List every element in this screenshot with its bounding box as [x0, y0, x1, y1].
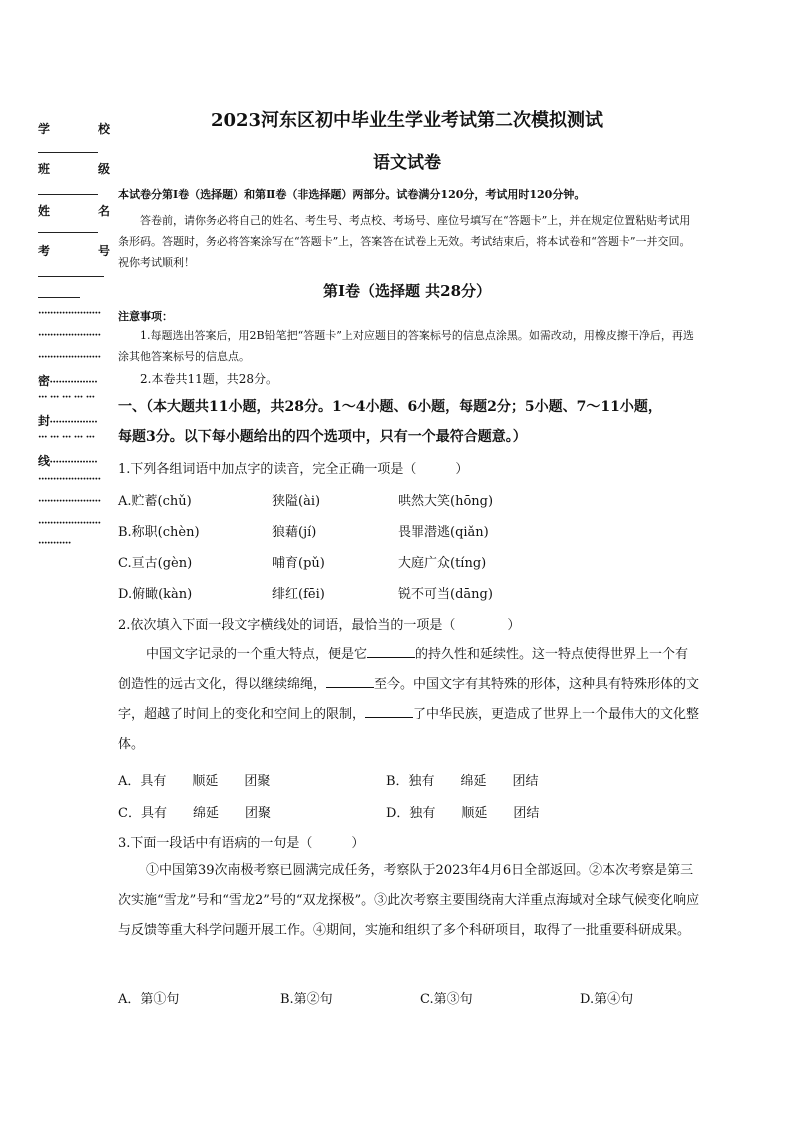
q1-option-a-word2: 狭隘(ài) — [272, 494, 321, 509]
intro-paragraph: 答卷前，请你务必将自己的姓名、考生号、考点校、考场号、座位号填写在“答题卡”上，并在规定位置粘贴考试用条形码。答题时，务必将答案涂写在“答题卡”上，答案答在试卷上无效。考试结束后，将本试卷和“答题卡”一并交回。祝你考试顺利！ — [118, 214, 691, 269]
q1-option-c[interactable]: C.亘古(gèn) — [118, 556, 193, 571]
section-title: 第Ⅰ卷（选择题 共28分） — [322, 282, 492, 300]
q1-option-b-word3: 畏罪潜逃(qiǎn) — [398, 525, 489, 540]
seal-char-mi-row: 密················ — [38, 374, 98, 388]
q3-option-d[interactable]: D.第④句 — [580, 992, 634, 1007]
q2-option-d[interactable]: D．独有 顺延 团结 — [386, 806, 540, 821]
seal-dots: ··· ··· ··· ··· ··· — [38, 432, 95, 443]
q1-option-a[interactable]: A.贮蓄(chǔ) — [118, 494, 192, 509]
q3-option-a[interactable]: A．第①句 — [118, 992, 180, 1007]
notes-label: 注意事项： — [118, 310, 173, 323]
q2-option-a[interactable]: A．具有 顺延 团聚 — [118, 774, 271, 789]
seal-dots: ····················· — [38, 308, 101, 319]
blank-3 — [365, 705, 413, 718]
note-1: 1.每题选出答案后，用2B铅笔把“答题卡”上对应题目的答案标号的信息点涂黑。如需改动，用橡皮擦干净后，再选涂其他答案标号的信息点。 — [118, 329, 694, 363]
q1-option-d-word3: 锐不可当(dāng) — [398, 587, 493, 602]
seal-dots: ····················· — [38, 518, 101, 529]
q1-option-b[interactable]: B.称职(chèn) — [118, 525, 200, 540]
seal-char-xian-row: 线················ — [38, 454, 98, 468]
exam-title: 2023河东区初中毕业生学业考试第二次模拟测试 — [210, 110, 604, 131]
seal-char-feng-row: 封················ — [38, 414, 98, 428]
seal-dots: ··· ··· ··· ··· ··· — [38, 392, 95, 403]
q3-passage: ①中国第39次南极考察已圆满完成任务，考察队于2023年4月6日全部返回。②本次考察是第三次实施“雪龙”号和“雪龙2”号的“双龙探极”。③此次考察主要围绕南大洋重点海域对全球气候变化响应与反馈等重大科学问题开展工作。④期间，实施和组织了多个科研项目，取得了一批重要科研成果。 — [118, 863, 700, 938]
q1-option-c-word2: 哺育(pǔ) — [272, 556, 325, 571]
name-write-line[interactable] — [38, 232, 98, 233]
q1-stem: 1.下列各组词语中加点字的读音，完全正确一项是（ ） — [118, 462, 469, 477]
seal-dots: ····················· — [38, 474, 101, 485]
q2-passage: 中国文字记录的一个重大特点，便是它 的持久性和延续性。这一特点使得世界上一个有创造性的远古文化，得以继续绵绳， 至今。中国文字有其特殊的形体，这种具有特殊形体的文字，超越了时间上的变化和空间上的限制， 了中华民族，更造成了世界上一个最伟大的文化整体。 — [118, 647, 700, 752]
note-2: 2.本卷共11题，共28分。 — [140, 372, 278, 386]
q1-option-d[interactable]: D.俯瞰(kàn) — [118, 587, 193, 602]
seal-char-feng: 封 — [38, 414, 50, 428]
seal-char-mi: 密 — [38, 374, 50, 388]
q1-option-c-word3: 大庭广众(tíng) — [398, 556, 487, 571]
blank-1 — [367, 645, 415, 658]
field-name-label: 姓 名 — [38, 204, 110, 218]
q2-stem: 2.依次填入下面一段文字横线处的词语，最恰当的一项是（ ） — [118, 618, 521, 633]
seal-char-xian: 线 — [38, 454, 50, 468]
field-number-label: 考 号 — [38, 244, 110, 258]
q1-option-b-word2: 狼藉(jí) — [272, 525, 317, 540]
intro-line: 本试卷分第Ⅰ卷（选择题）和第Ⅱ卷（非选择题）两部分。试卷满分120分，考试用时120分钟。 — [118, 188, 586, 201]
field-school-label: 学 校 — [38, 122, 110, 136]
q3-option-c[interactable]: C.第③句 — [420, 992, 473, 1007]
number-write-line[interactable] — [38, 276, 104, 277]
seal-dots: ····················· — [38, 330, 101, 341]
q1-option-d-word2: 绯红(fēi) — [272, 587, 325, 602]
part-instruction-2: 每题3分。以下每小题给出的四个选项中，只有一个最符合题意。） — [118, 429, 527, 445]
q2-option-c[interactable]: C．具有 绵延 团聚 — [118, 806, 271, 821]
part-instruction-1: 一、（本大题共11小题，共28分。1～4小题、6小题，每题2分；5小题、7～11小题， — [118, 399, 662, 415]
q3-option-b[interactable]: B.第②句 — [280, 992, 333, 1007]
class-write-line[interactable] — [38, 194, 98, 195]
blank-2 — [326, 675, 374, 688]
exam-subtitle: 语文试卷 — [373, 153, 441, 173]
seal-dots-end: ··········· — [38, 538, 71, 549]
q1-option-a-word3: 哄然大笑(hōng) — [398, 494, 494, 509]
q3-stem: 3.下面一段话中有语病的一句是（ ） — [118, 836, 365, 851]
q2-option-b[interactable]: B．独有 绵延 团结 — [386, 774, 539, 789]
field-class-label: 班 级 — [38, 162, 110, 176]
seal-dots: ····················· — [38, 496, 101, 507]
seal-dots: ····················· — [38, 352, 101, 363]
